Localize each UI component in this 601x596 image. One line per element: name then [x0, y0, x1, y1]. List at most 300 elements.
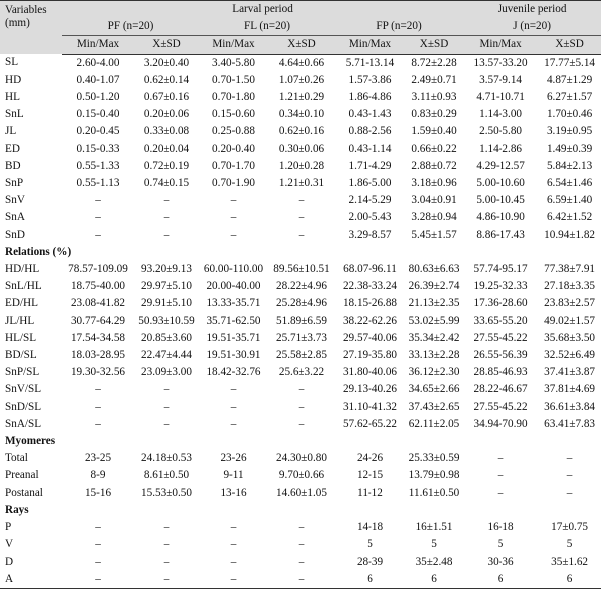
row-label: BD — [5, 159, 21, 172]
table-cell: 5.84±2.13 — [546, 159, 593, 172]
row-label: SnA — [5, 211, 25, 224]
table-cell: 31.10-41.32 — [342, 400, 398, 413]
table-cell: 28.22-46.67 — [473, 383, 528, 396]
table-row — [0, 123, 601, 140]
table-cell: – — [95, 228, 101, 241]
table-cell: 21.13±2.35 — [408, 297, 460, 310]
table-cell: 0.20-0.40 — [212, 142, 255, 155]
table-cell: 78.57-109.09 — [68, 263, 128, 276]
table-row — [0, 399, 601, 416]
table-cell: 38.22-62.26 — [342, 314, 398, 327]
table-cell: – — [497, 452, 504, 465]
table-cell: – — [230, 400, 237, 413]
row-label: HD — [5, 73, 22, 86]
table-cell: – — [95, 555, 101, 568]
row-label: HL — [5, 91, 20, 104]
table-cell: 3.29-8.57 — [348, 228, 392, 241]
table-cell: 31.80-40.06 — [342, 366, 398, 379]
subcol-header: X±SD — [134, 36, 199, 54]
row-label: SL — [5, 56, 19, 69]
table-cell: 5.71-13.14 — [345, 56, 395, 69]
table-cell: – — [163, 555, 170, 568]
table-cell: 33.13±2.28 — [408, 349, 460, 362]
section-heading: Relations (%) — [5, 245, 72, 258]
table-cell: – — [298, 521, 305, 534]
table-row — [0, 54, 601, 72]
table-cell: 0.40-1.07 — [76, 73, 120, 86]
table-cell: 0.50-1.20 — [76, 91, 120, 104]
row-label: JL/HL — [5, 314, 35, 327]
table-cell: 35.34±2.42 — [408, 331, 460, 344]
table-cell: – — [95, 194, 101, 207]
table-cell: – — [95, 400, 101, 413]
table-cell: 6.54±1.46 — [546, 177, 593, 190]
table-cell: 25.71±3.73 — [276, 331, 327, 344]
table-cell: 13-16 — [220, 486, 247, 499]
table-cell: 0.70-1.90 — [212, 177, 255, 190]
table-cell: – — [230, 211, 237, 224]
table-cell: 0.88-2.56 — [348, 125, 392, 138]
table-cell: 1.59±0.40 — [411, 125, 457, 138]
table-cell: – — [230, 383, 237, 396]
table-cell: 1.86-5.00 — [348, 177, 392, 190]
table-cell: 13.79±0.98 — [408, 469, 460, 482]
table-cell: 0.74±0.15 — [143, 177, 190, 190]
table-row — [0, 192, 601, 209]
subcol-header: Min/Max — [463, 36, 538, 54]
table-cell: – — [163, 194, 170, 207]
table-row — [0, 261, 601, 278]
row-label: SnP — [5, 177, 24, 190]
table-cell: 35±1.62 — [551, 555, 589, 568]
table-row — [0, 381, 601, 398]
table-cell: 32.52±6.49 — [544, 349, 596, 362]
table-cell: 9-11 — [223, 469, 244, 482]
row-label: Postanal — [5, 486, 43, 499]
table-cell: 35±2.48 — [415, 555, 453, 568]
table-cell: 9.70±0.66 — [278, 469, 325, 482]
variables-header — [0, 1, 62, 55]
table-row — [0, 571, 601, 589]
table-cell: 4.87±1.29 — [546, 73, 593, 86]
table-cell: 4.71-10.71 — [476, 91, 525, 104]
table-cell: – — [163, 538, 170, 551]
table-cell: 0.55-1.13 — [76, 177, 120, 190]
table-cell: 12-15 — [356, 469, 384, 482]
table-cell: 33.65-55.20 — [473, 314, 528, 327]
table-cell: – — [62, 571, 134, 589]
table-cell: 60.00-110.00 — [203, 263, 264, 276]
variables-label: Variables — [5, 4, 47, 16]
row-label: SnL — [5, 108, 24, 121]
section-heading-row — [0, 502, 601, 519]
group-header-j: J (n=20) — [463, 18, 601, 36]
table-cell: 18.15-26.88 — [342, 297, 398, 310]
table-cell: 0.15-0.40 — [76, 108, 120, 121]
table-cell: 0.72±0.19 — [143, 159, 190, 172]
table-cell: 3.28±0.94 — [411, 211, 457, 224]
table-cell: 1.21±0.29 — [278, 91, 325, 104]
table-cell: 29.57-40.06 — [342, 331, 398, 344]
table-cell: 22.38-33.24 — [342, 280, 398, 293]
table-row — [0, 72, 601, 89]
table-cell: 37.43±2.65 — [408, 400, 460, 413]
table-cell: 1.49±0.39 — [546, 142, 593, 155]
table-row — [0, 175, 601, 192]
table-cell: 27.55-45.22 — [473, 331, 528, 344]
table-cell: 51.89±6.59 — [276, 314, 327, 327]
table-cell: 0.67±0.16 — [143, 91, 190, 104]
row-label: SnV — [5, 194, 25, 207]
table-cell: 0.15-0.33 — [76, 142, 120, 155]
table-cell: 24.18±0.53 — [141, 452, 192, 465]
table-cell: 1.86-4.86 — [348, 91, 392, 104]
table-cell: 15.53±0.50 — [141, 486, 192, 499]
table-row — [0, 295, 601, 312]
table-row — [0, 106, 601, 123]
table-cell: 4.86-10.90 — [476, 211, 525, 224]
table-cell: 5 — [566, 538, 573, 551]
section-heading: Myomeres — [5, 435, 56, 448]
table-cell: 25.6±3.22 — [278, 366, 325, 379]
table-cell: 20.00-40.00 — [206, 280, 261, 293]
table-cell: 2.49±0.71 — [411, 73, 457, 86]
table-cell: 18.03-28.95 — [70, 349, 126, 362]
table-row — [0, 364, 601, 381]
table-cell: 24-26 — [356, 452, 384, 465]
table-cell: 2.60-4.00 — [76, 56, 120, 69]
table-cell: 0.62±0.14 — [143, 73, 190, 86]
table-row — [0, 330, 601, 347]
table-cell: 18.75-40.00 — [70, 280, 126, 293]
table-cell: 0.33±0.08 — [143, 125, 190, 138]
table-cell: 35.71-62.50 — [206, 314, 261, 327]
row-label: BD/SL — [5, 349, 37, 362]
table-cell: 23.08-41.82 — [70, 297, 126, 310]
table-cell: 17±0.75 — [551, 521, 589, 534]
row-label: V — [5, 538, 14, 551]
table-cell: – — [230, 228, 237, 241]
table-cell: 57.74-95.17 — [473, 263, 528, 276]
table-cell: – — [298, 383, 305, 396]
row-label: ED/HL — [5, 297, 38, 310]
section-heading-row — [0, 244, 601, 261]
table-cell: – — [95, 417, 101, 430]
table-cell: 27.19-35.80 — [342, 349, 398, 362]
table-cell: – — [268, 571, 335, 589]
table-cell: 1.21±0.31 — [278, 177, 325, 190]
table-row — [0, 519, 601, 536]
table-cell: – — [134, 571, 199, 589]
row-label: HL/SL — [5, 331, 37, 344]
table-row — [0, 278, 601, 295]
table-cell: 25.28±4.96 — [276, 297, 327, 310]
row-label: SnL/HL — [5, 280, 42, 293]
table-row — [0, 467, 601, 484]
table-cell: 13.57-33.20 — [473, 56, 528, 69]
group-header-fp: FP (n=20) — [335, 18, 463, 36]
table-cell: – — [298, 228, 305, 241]
table-cell: 29.97±5.10 — [141, 280, 192, 293]
table-cell: 5 — [497, 538, 504, 551]
row-label: ED — [5, 142, 20, 155]
table-cell: 3.20±0.40 — [143, 56, 190, 69]
table-cell: 2.88±0.72 — [411, 159, 457, 172]
table-cell: 13.33-35.71 — [206, 297, 261, 310]
table-cell: 4.29-12.57 — [476, 159, 525, 172]
row-label: SnA/SL — [5, 417, 42, 430]
table-row — [0, 554, 601, 571]
table-cell: – — [566, 452, 573, 465]
subcol-header: Min/Max — [335, 36, 405, 54]
table-cell: – — [497, 469, 504, 482]
table-cell: 77.38±7.91 — [544, 263, 596, 276]
row-label: HD/HL — [5, 263, 40, 276]
table-cell: 17.77±5.14 — [544, 56, 596, 69]
table-cell: 16±1.51 — [415, 521, 453, 534]
table-cell: – — [230, 555, 237, 568]
table-cell: 19.51-35.71 — [206, 331, 261, 344]
table-cell: 0.34±0.10 — [278, 108, 325, 121]
table-cell: 19.30-32.56 — [70, 366, 126, 379]
table-cell: 34.94-70.90 — [473, 417, 528, 430]
table-cell: 0.83±0.29 — [411, 108, 457, 121]
table-cell: 3.19±0.95 — [546, 125, 593, 138]
table-cell: 0.43-1.43 — [348, 108, 392, 121]
table-cell: 1.14-2.86 — [479, 142, 523, 155]
table-cell: 18.42-32.76 — [206, 366, 261, 379]
table-cell: 0.55-1.33 — [76, 159, 120, 172]
table-cell: 8.72±2.28 — [411, 56, 457, 69]
table-cell: 6 — [335, 571, 405, 589]
table-cell: 1.70±0.46 — [546, 108, 593, 121]
juvenile-period-header: Juvenile period — [463, 1, 601, 19]
table-row — [0, 227, 601, 244]
table-row — [0, 450, 601, 467]
table-cell: – — [163, 211, 170, 224]
table-cell: 0.66±0.22 — [411, 142, 457, 155]
table-cell: 23-25 — [84, 452, 112, 465]
table-cell: 16-18 — [487, 521, 514, 534]
table-cell: 3.04±0.91 — [411, 194, 457, 207]
table-cell: 1.14-3.00 — [479, 108, 523, 121]
table-cell: 0.70-1.50 — [212, 73, 255, 86]
table-cell: 1.07±0.26 — [278, 73, 325, 86]
table-row — [0, 416, 601, 433]
table-cell: 0.62±0.16 — [278, 125, 325, 138]
table-cell: 0.20±0.06 — [143, 108, 190, 121]
table-cell: 1.20±0.28 — [278, 159, 325, 172]
table-row — [0, 485, 601, 502]
table-cell: – — [566, 469, 573, 482]
table-cell: 5.45±1.57 — [411, 228, 457, 241]
table-cell: 5 — [431, 538, 437, 551]
units-label: (mm) — [5, 17, 30, 29]
table-cell: – — [163, 521, 170, 534]
section-heading: Rays — [5, 503, 29, 516]
table-cell: 14.60±1.05 — [276, 486, 327, 499]
table-cell: – — [163, 400, 170, 413]
table-row — [0, 141, 601, 158]
table-cell: 0.25-0.88 — [212, 125, 255, 138]
table-cell: 0.43-1.14 — [348, 142, 392, 155]
table-cell: 0.15-0.60 — [212, 108, 255, 121]
table-cell: – — [230, 194, 237, 207]
table-cell: 28.22±4.96 — [276, 280, 327, 293]
table-cell: – — [230, 538, 237, 551]
table-cell: 53.02±5.99 — [408, 314, 460, 327]
table-row — [0, 209, 601, 226]
subcol-header: X±SD — [268, 36, 335, 54]
table-cell: – — [163, 383, 170, 396]
table-cell: – — [566, 486, 573, 499]
subcol-header: X±SD — [405, 36, 463, 54]
table-cell: 5.00-10.45 — [476, 194, 525, 207]
table-row — [0, 158, 601, 175]
table-cell: 36.12±2.30 — [408, 366, 460, 379]
table-cell: 36.61±3.84 — [544, 400, 596, 413]
section-heading-row — [0, 433, 601, 450]
table-cell: 1.57-3.86 — [348, 73, 392, 86]
table-cell: 23.09±3.00 — [141, 366, 192, 379]
table-cell: 3.18±0.96 — [411, 177, 457, 190]
table-row — [0, 347, 601, 364]
table-cell: 29.91±5.10 — [141, 297, 192, 310]
table-cell: 57.62-65.22 — [342, 417, 398, 430]
table-cell: 30.77-64.29 — [70, 314, 126, 327]
table-cell: – — [163, 228, 170, 241]
table-cell: 3.57-9.14 — [479, 73, 523, 86]
row-label: D — [5, 555, 14, 568]
table-cell: – — [298, 400, 305, 413]
group-header-fl: FL (n=20) — [199, 18, 335, 36]
row-label: JL — [5, 125, 17, 138]
table-cell: 17.36-28.60 — [473, 297, 528, 310]
table-cell: 8.61±0.50 — [143, 469, 190, 482]
table-cell: – — [95, 211, 101, 224]
table-cell: 23.83±2.57 — [544, 297, 596, 310]
table-cell: 30-36 — [487, 555, 514, 568]
table-cell: 10.94±1.82 — [544, 228, 596, 241]
table-cell: 15-16 — [84, 486, 112, 499]
table-cell: 6.42±1.52 — [546, 211, 593, 224]
row-label: SnP/SL — [5, 366, 40, 379]
table-cell: 11-12 — [357, 486, 383, 499]
table-cell: 50.93±10.59 — [138, 314, 195, 327]
row-label: SnV/SL — [5, 383, 42, 396]
subcol-header: X±SD — [538, 36, 601, 54]
table-cell: 6 — [463, 571, 538, 589]
table-cell: – — [298, 538, 305, 551]
table-cell: 62.11±2.05 — [408, 417, 460, 430]
subcol-header: Min/Max — [62, 36, 134, 54]
table-cell: – — [95, 538, 101, 551]
table-cell: 6 — [538, 571, 601, 589]
table-cell: 14-18 — [356, 521, 384, 534]
table-cell: 2.00-5.43 — [348, 211, 392, 224]
table-cell: 5.00-10.60 — [476, 177, 525, 190]
table-cell: 29.13-40.26 — [342, 383, 398, 396]
row-label: A — [0, 571, 62, 589]
table-cell: 49.02±1.57 — [544, 314, 596, 327]
table-cell: 26.55-56.39 — [473, 349, 528, 362]
table-cell: 27.55-45.22 — [473, 400, 528, 413]
table-cell: 11.61±0.50 — [408, 486, 460, 499]
table-cell: 6.59±1.40 — [546, 194, 593, 207]
table-cell: 35.68±3.50 — [544, 331, 596, 344]
table-cell: – — [95, 521, 101, 534]
table-cell: 6 — [405, 571, 463, 589]
table-cell: 37.41±3.87 — [544, 366, 596, 379]
table-cell: 63.41±7.83 — [544, 417, 596, 430]
table-cell: 23-26 — [220, 452, 247, 465]
table-cell: 8-9 — [90, 469, 106, 482]
table-cell: 89.56±10.51 — [273, 263, 330, 276]
table-cell: – — [298, 555, 305, 568]
table-cell: 6.27±1.57 — [546, 91, 593, 104]
row-label: SnD — [5, 228, 25, 241]
table-cell: – — [497, 486, 504, 499]
table-cell: – — [298, 194, 305, 207]
table-cell: 4.64±0.66 — [278, 56, 325, 69]
table-cell: 26.39±2.74 — [408, 280, 460, 293]
table-cell: 20.85±3.60 — [141, 331, 192, 344]
table-cell: 28-39 — [356, 555, 384, 568]
row-label: Total — [5, 452, 28, 465]
table-row — [0, 89, 601, 106]
larval-period-header: Larval period — [62, 1, 463, 19]
table-cell: 0.70-1.70 — [212, 159, 255, 172]
table-cell: – — [163, 417, 170, 430]
table-cell: 68.07-96.11 — [343, 263, 397, 276]
table-row — [0, 536, 601, 553]
table-cell: 25.33±0.59 — [408, 452, 460, 465]
table-cell: 28.85-46.93 — [473, 366, 528, 379]
table-cell: 8.86-17.43 — [476, 228, 525, 241]
table-cell: – — [95, 383, 101, 396]
table-cell: 17.54-34.58 — [70, 331, 126, 344]
table-cell: 24.30±0.80 — [276, 452, 327, 465]
group-header-pf: PF (n=20) — [62, 18, 199, 36]
table-cell: 37.81±4.69 — [544, 383, 596, 396]
row-label: Preanal — [5, 469, 39, 482]
table-cell: 22.47±4.44 — [141, 349, 192, 362]
table-cell: 3.40-5.80 — [212, 56, 255, 69]
table-cell: 25.58±2.85 — [276, 349, 327, 362]
table-cell: 2.14-5.29 — [348, 194, 392, 207]
table-row — [0, 313, 601, 330]
table-cell: – — [298, 417, 305, 430]
table-cell: 0.30±0.06 — [278, 142, 325, 155]
table-cell: 93.20±9.13 — [141, 263, 192, 276]
row-label: SnD/SL — [5, 400, 42, 413]
table-cell: 27.18±3.35 — [544, 280, 596, 293]
table-cell: – — [298, 211, 305, 224]
table-cell: 0.20-0.45 — [76, 125, 120, 138]
table-cell: – — [230, 417, 237, 430]
table-cell: 5 — [367, 538, 373, 551]
table-cell: 1.71-4.29 — [348, 159, 392, 172]
table-cell: 3.11±0.93 — [411, 91, 457, 104]
table-cell: 34.65±2.66 — [408, 383, 460, 396]
table-cell: 0.70-1.80 — [212, 91, 255, 104]
table-cell: – — [199, 571, 268, 589]
row-label: P — [5, 521, 12, 534]
table-cell: 2.50-5.80 — [479, 125, 523, 138]
table-cell: 19.51-30.91 — [206, 349, 261, 362]
subcol-header: Min/Max — [199, 36, 268, 54]
table-cell: 0.20±0.04 — [143, 142, 190, 155]
